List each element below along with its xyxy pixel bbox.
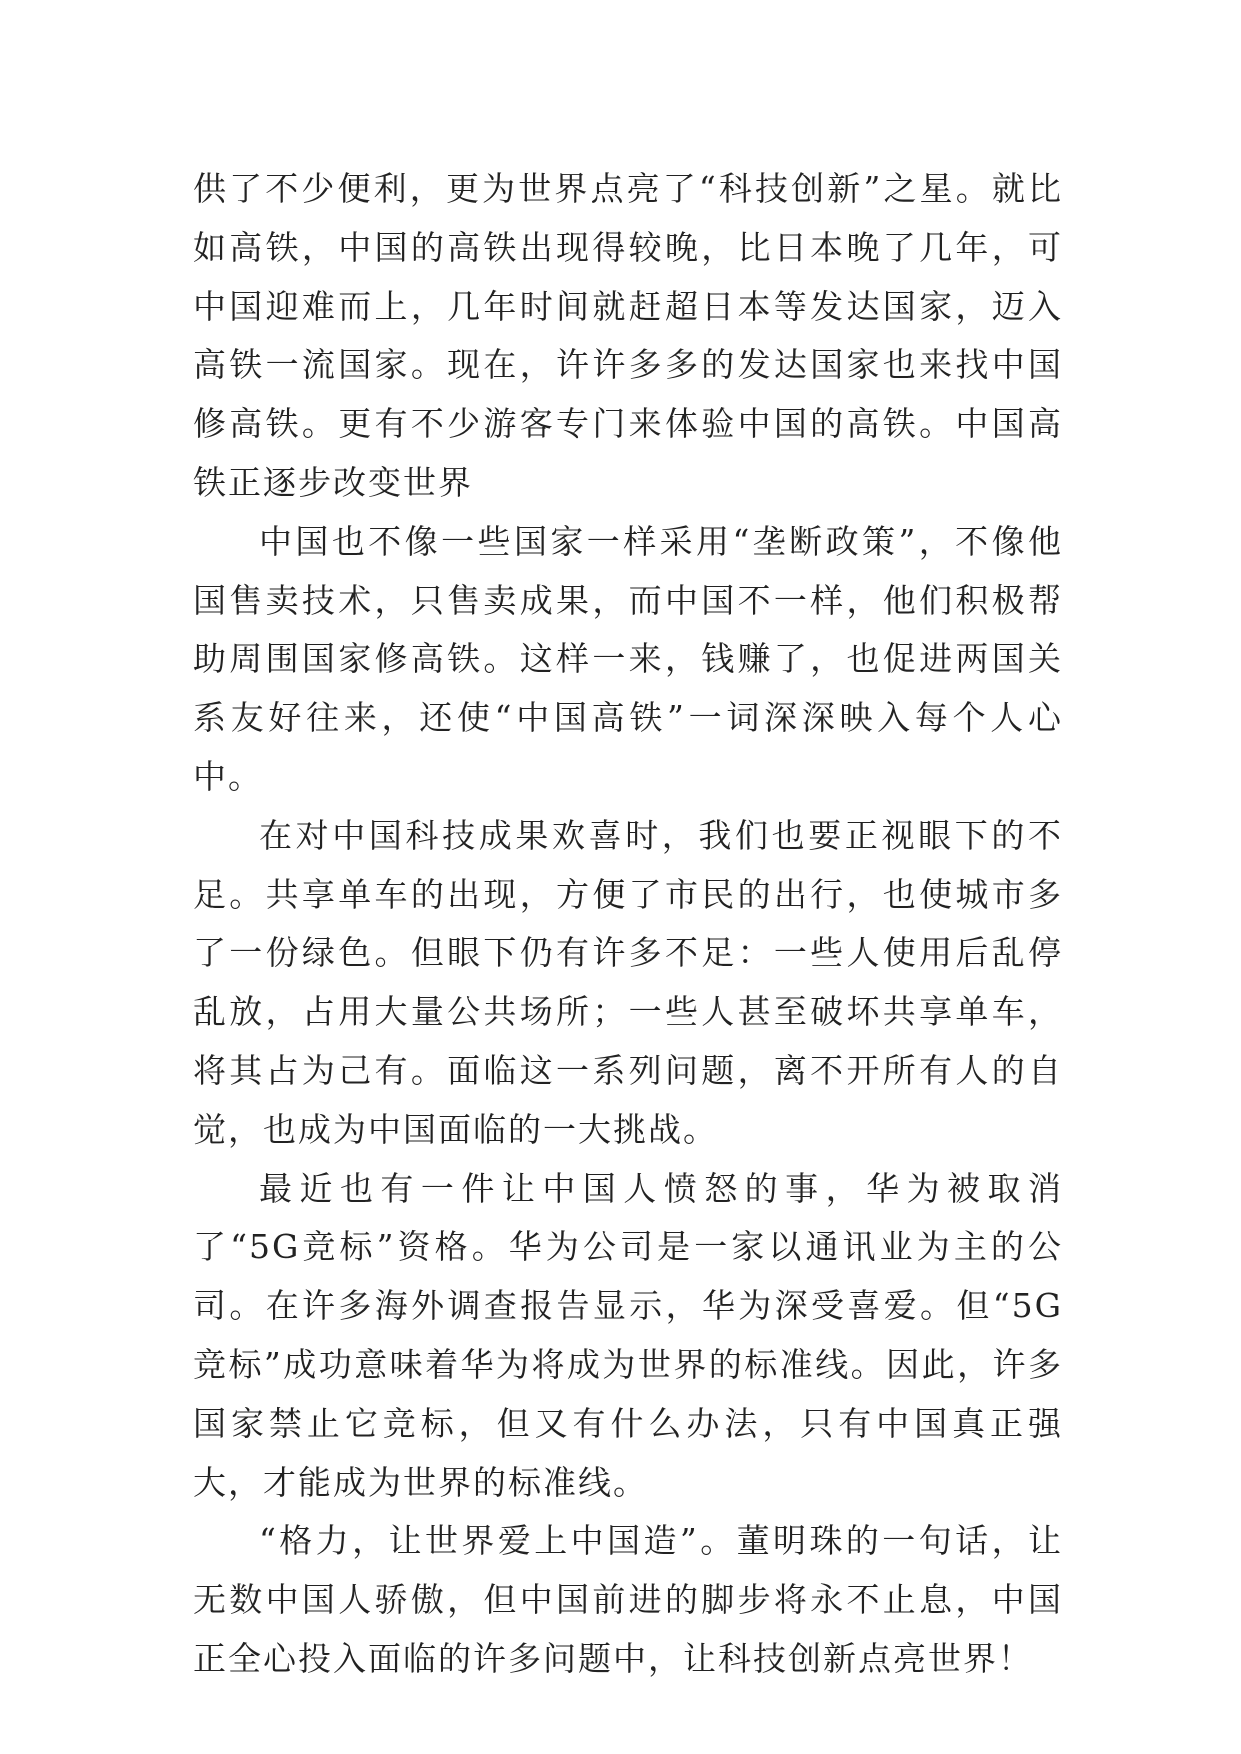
paragraph-2: 中国也不像一些国家一样采用“垄断政策”，不像他国售卖技术，只售卖成果，而中国不一样，他们积极帮助周围国家修高铁。这样一来，钱赚了，也促进两国关系友好往来，还使“中国高铁”一词深深映入每个人心中。 xyxy=(193,521,1063,796)
paragraph-1: 供了不少便利，更为世界点亮了“科技创新”之星。就比如高铁，中国的高铁出现得较晚，比日本晚了几年，可中国迎难而上，几年时间就赶超日本等发达国家，迈入高铁一流国家。现在，许许多多的发达国家也来找中国修高铁。更有不少游客专门来体验中国的高铁。中国高铁正逐步改变世界 xyxy=(193,169,1063,502)
document-body xyxy=(193,160,1063,1689)
paragraph-5: “格力，让世界爱上中国造”。董明珠的一句话，让无数中国人骄傲，但中国前进的脚步将永不止息，中国正全心投入面临的许多问题中，让科技创新点亮世界！ xyxy=(193,1521,1063,1678)
paragraph-3: 在对中国科技成果欢喜时，我们也要正视眼下的不足。共享单车的出现，方便了市民的出行，也使城市多了一份绿色。但眼下仍有许多不足：一些人使用后乱停乱放，占用大量公共场所；一些人甚至破坏共享单车，将其占为己有。面临这一系列问题，离不开所有人的自觉，也成为中国面临的一大挑战。 xyxy=(193,815,1063,1149)
paragraph-4: 最近也有一件让中国人愤怒的事，华为被取消了“5G竞标”资格。华为公司是一家以通讯业为主的公司。在许多海外调查报告显示，华为深受喜爱。但“5G竞标”成功意味着华为将成为世界的标准线。因此，许多国家禁止它竞标，但又有什么办法，只有中国真正强大，才能成为世界的标准线。 xyxy=(193,1168,1063,1502)
